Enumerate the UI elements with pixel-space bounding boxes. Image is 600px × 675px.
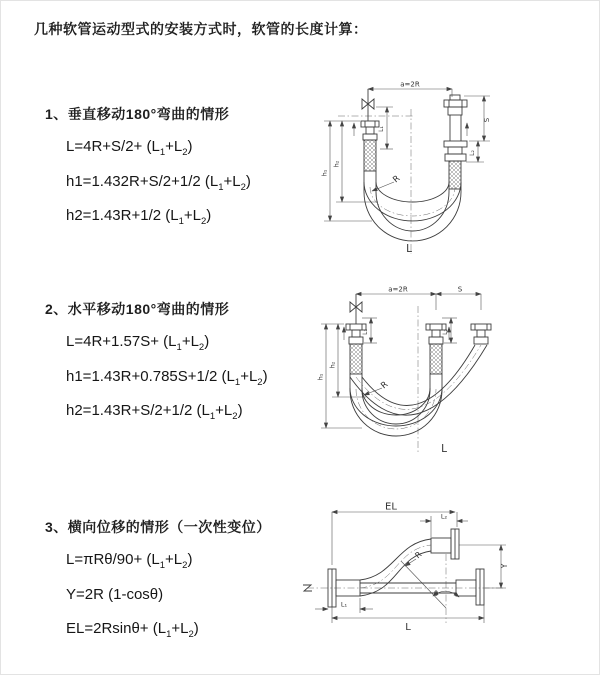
dim-label-radius: R	[391, 173, 403, 186]
formula-text: )	[245, 172, 251, 190]
formula-subscript: 2	[257, 376, 263, 388]
formula-subscript: 2	[182, 147, 188, 158]
formula-line	[45, 363, 315, 398]
dimension-lines	[317, 286, 482, 456]
dim-label-l: L	[405, 622, 411, 633]
dim-label-width: a=2R	[388, 285, 408, 294]
formula-line	[45, 546, 315, 581]
hose-assembly	[328, 529, 484, 607]
formula-text: L=πRθ/90+ (L	[66, 551, 160, 568]
formula-subscript: 2	[232, 411, 238, 422]
formula-subscript: 2	[240, 181, 246, 193]
formula-text: h2=1.43R+1/2 (L	[66, 207, 179, 224]
formula-subscript: 1	[159, 560, 166, 571]
formula-subscript: 2	[198, 342, 205, 353]
braided-hose-hatch	[449, 161, 461, 189]
valve-icon	[362, 89, 374, 121]
diagram-lateral-displacement	[299, 499, 599, 651]
formula-line	[45, 202, 315, 237]
valve-icon	[350, 294, 362, 324]
formula-text: h2=1.43R+S/2+1/2 (L	[66, 402, 210, 419]
formula-text: )	[193, 620, 199, 637]
hose-assembly	[346, 324, 491, 436]
formula-text: Y=2R (1-cosθ)	[66, 585, 164, 603]
braided-hose-hatch	[430, 344, 442, 374]
formula-line	[45, 168, 315, 203]
formula-line	[45, 615, 315, 650]
formula-subscript: 2	[201, 216, 207, 227]
dim-label-l2: L₂	[440, 512, 448, 521]
dim-label-s: S	[457, 285, 463, 294]
formula-text: )	[187, 138, 193, 155]
section-3-text	[45, 517, 315, 650]
section-1-heading: 1、垂直移动180°弯曲的情形	[45, 106, 230, 122]
dim-label-l1: L₁	[378, 126, 385, 132]
formula-text: +L	[165, 551, 183, 568]
formula-text: +L	[223, 172, 241, 190]
diagram-vertical-180-bend	[314, 74, 554, 269]
dim-label-el: EL	[385, 501, 397, 513]
formula-line	[45, 397, 315, 432]
formula-text: h1=1.43R+0.785S+1/2 (L	[66, 367, 235, 385]
formula-text: +L	[183, 207, 201, 224]
section-2-heading: 2、水平移动180°弯曲的情形	[45, 301, 230, 317]
dim-label-s: S	[483, 117, 491, 123]
radius-line	[401, 561, 446, 608]
formula-line	[45, 133, 315, 168]
formula-text: EL=2Rsinθ+ (L	[66, 620, 167, 637]
formula-text: +L	[181, 333, 199, 350]
formula-text: )	[262, 367, 268, 385]
formula-subscript: 2	[188, 629, 194, 640]
formula-subscript: 1	[178, 216, 184, 227]
formula-text: )	[237, 402, 243, 419]
formula-line	[45, 328, 315, 363]
dim-label-length: L	[406, 243, 412, 255]
diagram-horizontal-180-bend	[314, 282, 600, 457]
formula-text: L=4R+S/2+ (L	[66, 138, 160, 155]
formula-text: +L	[240, 367, 258, 385]
braided-hose-hatch	[364, 140, 376, 171]
section-2-text	[45, 299, 315, 432]
braided-hose-hatch	[350, 344, 362, 374]
dim-label-l2: L₂	[442, 329, 449, 335]
dim-label-h1: h₁	[320, 169, 329, 177]
formula-text: h1=1.432R+S/2+1/2 (L	[66, 172, 219, 190]
formula-subscript: 1	[209, 411, 216, 422]
formula-text: )	[206, 207, 212, 224]
formula-text: )	[187, 551, 193, 568]
centerlines	[303, 554, 504, 623]
dim-label-h2: h₂	[332, 160, 341, 168]
dim-label-radius: R	[413, 549, 424, 561]
dim-label-l1: L₁	[362, 329, 369, 335]
dimension-lines	[315, 502, 509, 634]
formula-subscript: 1	[159, 147, 166, 158]
formula-subscript: 1	[218, 181, 224, 193]
dim-label-h2: h₂	[328, 361, 337, 369]
section-3-heading: 3、横向位移的情形（一次性变位）	[45, 519, 271, 535]
formula-line	[45, 581, 315, 616]
page-title: 几种软管运动型式的安装方式时，软管的长度计算：	[34, 21, 368, 37]
formula-text: L=4R+1.57S+ (L	[66, 333, 177, 350]
dim-label-h1: h₁	[316, 373, 325, 381]
formula-subscript: 1	[166, 629, 172, 640]
formula-subscript: 1	[176, 342, 182, 353]
formula-text: +L	[215, 402, 233, 419]
formula-text: +L	[165, 138, 183, 155]
formula-text: +L	[171, 620, 189, 637]
dim-label-y: Y	[500, 563, 509, 569]
dim-label-angle: θ	[433, 590, 439, 598]
dim-label-length: L	[441, 443, 447, 455]
formula-subscript: 1	[234, 376, 241, 388]
hose-assembly	[361, 95, 467, 241]
dim-label-l1: L₁	[340, 600, 348, 609]
dim-label-radius: R	[379, 379, 391, 392]
formula-subscript: 2	[182, 560, 188, 571]
section-1-text	[45, 104, 315, 237]
dim-label-width: a=2R	[400, 80, 420, 89]
formula-text: )	[204, 333, 210, 350]
dim-label-l2: L₂	[469, 150, 476, 156]
